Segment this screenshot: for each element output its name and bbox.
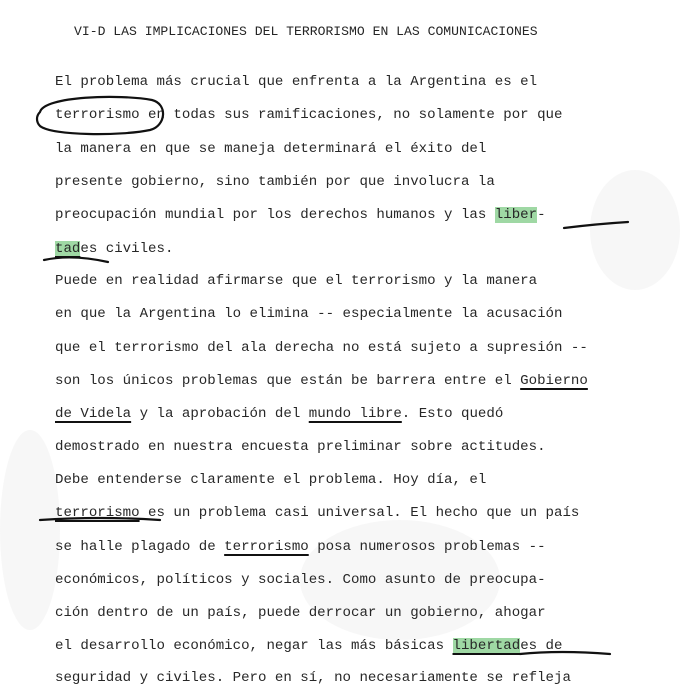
text-line <box>55 206 546 224</box>
text-segment: seguridad y civiles. Pero en sí, no necesariamente se refleja <box>55 670 571 686</box>
text-segment: se halle plagado de <box>55 539 225 555</box>
text-line <box>55 637 562 655</box>
text-line <box>55 272 537 290</box>
text-segment: posa numerosos problemas -- <box>308 539 546 555</box>
text-segment: es de <box>520 638 563 654</box>
underlined-word: mundo libre <box>308 406 402 422</box>
text-segment: económicos, políticos y sociales. Como asunto de preocupa- <box>55 572 546 588</box>
text-line <box>55 504 579 522</box>
text-segment: en todas sus ramificaciones, no solamente por que <box>139 107 563 123</box>
text-segment: es un problema casi universal. El hecho que un país <box>139 505 580 521</box>
text-segment: en que la Argentina lo elimina -- especialmente la acusación <box>55 306 563 322</box>
text-segment: demostrado en nuestra encuesta preliminar sobre actitudes. <box>55 439 546 455</box>
scan-shadow <box>590 170 680 290</box>
text-segment: que el terrorismo del ala derecha no está sujeto a supresión -- <box>55 340 588 356</box>
text-segment: ción dentro de un país, puede derrocar un gobierno, ahogar <box>55 605 546 621</box>
text-line <box>55 140 486 158</box>
text-segment: presente gobierno, sino también por que involucra la <box>55 174 495 190</box>
highlighted-word: libertad <box>452 638 521 654</box>
underlined-word: de Videla <box>55 406 132 422</box>
text-segment: Debe entenderse claramente el problema. Hoy día, el <box>55 472 487 488</box>
circled-word: terrorismo <box>55 107 140 123</box>
text-line <box>55 73 537 91</box>
text-segment: la manera en que se maneja determinará el éxito del <box>55 141 487 157</box>
text-line <box>55 372 588 390</box>
text-segment: - <box>537 207 546 223</box>
text-segment: . Esto quedó <box>401 406 504 422</box>
text-line <box>55 604 546 622</box>
text-segment: el desarrollo económico, negar las más básicas <box>55 638 453 654</box>
underline-stroke <box>44 257 108 262</box>
scan-shadow <box>0 430 60 630</box>
text-line <box>55 471 486 489</box>
underlined-word: Gobierno <box>520 373 588 389</box>
highlighted-word: liber <box>494 207 538 223</box>
text-line <box>55 173 495 191</box>
text-line <box>55 339 588 357</box>
text-segment: y la aprobación del <box>131 406 309 422</box>
text-line <box>55 571 546 589</box>
page-title: VI-D LAS IMPLICACIONES DEL TERRORISMO EN LAS COMUNICACIONES <box>74 24 538 39</box>
text-line <box>55 405 503 423</box>
text-line <box>55 538 546 556</box>
underlined-word: terrorismo <box>224 539 309 555</box>
text-segment: es civiles. <box>80 241 174 257</box>
highlighted-word: tad <box>55 241 81 257</box>
text-line <box>55 669 571 687</box>
text-line <box>55 305 562 323</box>
text-segment: El problema más crucial que enfrenta a la Argentina es el <box>55 74 538 90</box>
text-segment: son los únicos problemas que están be barrera entre el <box>55 373 521 389</box>
text-line <box>55 438 546 456</box>
text-line <box>55 240 173 258</box>
text-segment: Puede en realidad afirmarse que el terrorismo y la manera <box>55 273 538 289</box>
text-line <box>55 106 562 124</box>
text-segment: preocupación mundial por los derechos humanos y las <box>55 207 495 223</box>
underlined-word: terrorismo <box>55 505 140 521</box>
